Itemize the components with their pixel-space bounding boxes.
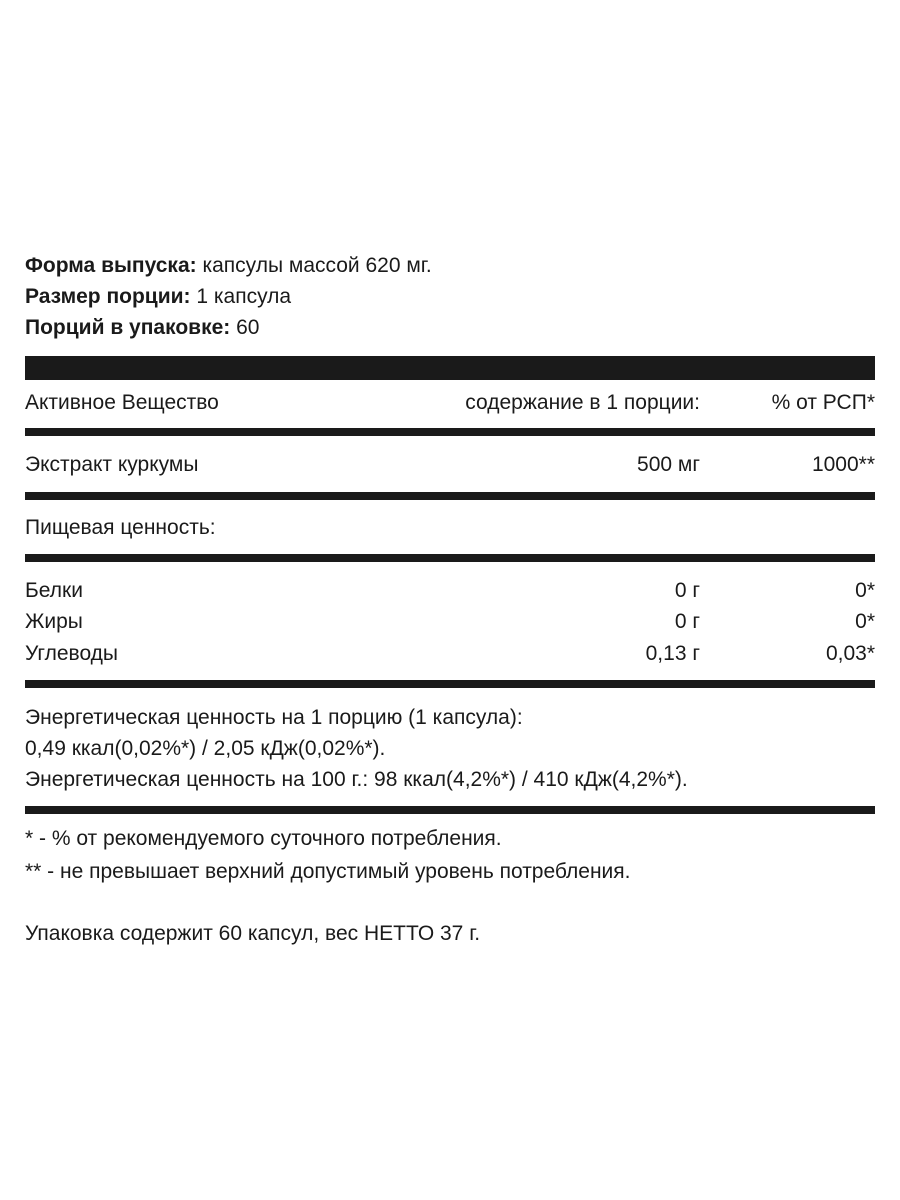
serving-label: Размер порции:: [25, 285, 191, 308]
servings-label: Порций в упаковке:: [25, 316, 231, 339]
form-label: Форма выпуска:: [25, 254, 197, 277]
nutrition-bottom-divider: [25, 680, 875, 688]
serving-row: [25, 281, 432, 312]
footnote-1: * - % от рекомендуемого суточного потребления.: [25, 827, 502, 850]
nutrition-row-amount: 0 г: [674, 610, 700, 633]
nutrition-row-amount: 0 г: [674, 579, 700, 602]
servings-value: 60: [230, 316, 260, 339]
energy-line-3: Энергетическая ценность на 100 г.: 98 ккал(4,2%*) / 410 кДж(4,2%*).: [25, 768, 688, 791]
active-amount: 500 мг: [637, 453, 700, 476]
package-contents: Упаковка содержит 60 капсул, вес НЕТТО 37 г.: [25, 922, 481, 945]
nutrition-title: Пищевая ценность:: [25, 516, 216, 539]
header-percent: % от РСП*: [771, 391, 875, 414]
nutrition-row-name: Жиры: [25, 610, 83, 633]
nutrition-row-name: Углеводы: [25, 642, 119, 665]
header-amount: содержание в 1 порции:: [465, 391, 700, 414]
header-divider: [25, 428, 875, 436]
energy-line-2: 0,49 ккал(0,02%*) / 2,05 кДж(0,02%*).: [25, 737, 386, 760]
nutrition-row-percent: 0*: [855, 610, 875, 633]
active-name: Экстракт куркумы: [25, 453, 199, 476]
active-percent: 1000**: [811, 453, 875, 476]
servings-row: [25, 312, 432, 343]
energy-line-1: Энергетическая ценность на 1 порцию (1 капсула):: [25, 706, 523, 729]
active-divider: [25, 492, 875, 500]
form-row: [25, 250, 432, 281]
nutrition-row-percent: 0,03*: [825, 642, 875, 665]
nutrition-row-amount: 0,13 г: [645, 642, 700, 665]
nutrition-row-percent: 0*: [855, 579, 875, 602]
top-thick-divider: [25, 356, 875, 380]
energy-divider: [25, 806, 875, 814]
footnote-2: ** - не превышает верхний допустимый уровень потребления.: [25, 860, 631, 883]
form-value: капсулы массой 620 мг.: [196, 254, 432, 277]
serving-value: 1 капсула: [190, 285, 292, 308]
product-info: [25, 250, 432, 343]
nutrition-divider: [25, 554, 875, 562]
nutrition-row-name: Белки: [25, 579, 83, 602]
header-substance: Активное Вещество: [25, 391, 219, 414]
